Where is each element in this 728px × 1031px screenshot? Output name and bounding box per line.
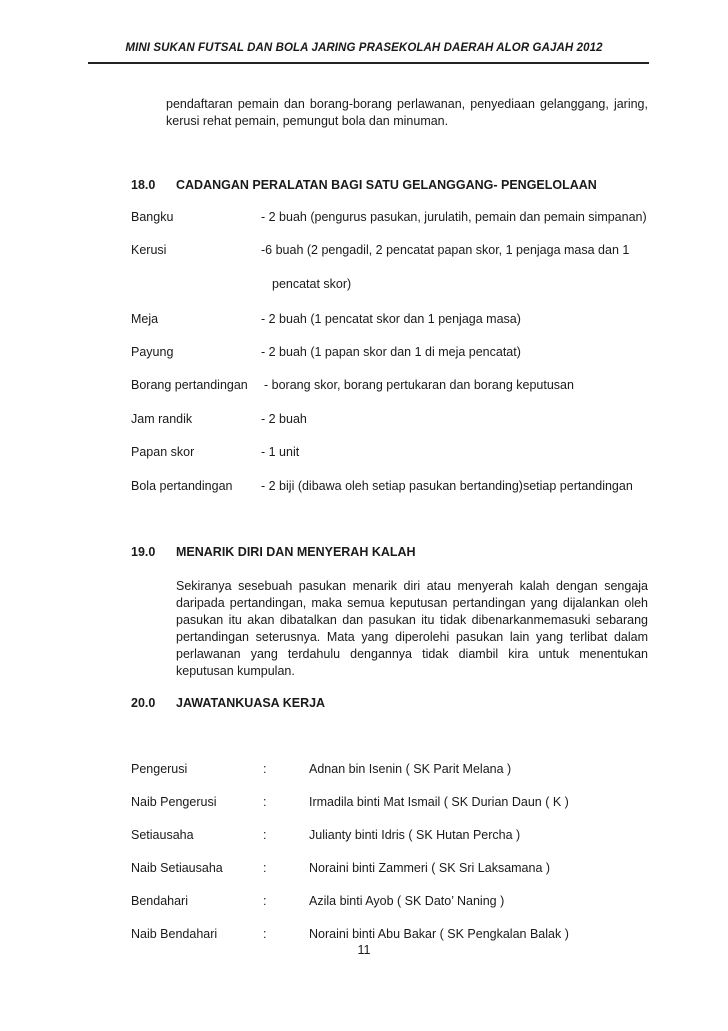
committee-name: Irmadila binti Mat Ismail ( SK Durian Daun ( K ): [309, 795, 569, 809]
equipment-label: Papan skor: [131, 445, 195, 459]
page-number: 11: [357, 943, 371, 957]
equipment-label: Jam randik: [131, 412, 193, 426]
equipment-label: Payung: [131, 345, 174, 359]
equipment-value-continuation: pencatat skor): [272, 277, 352, 291]
equipment-value: - 1 unit: [261, 445, 300, 459]
equipment-value: - 2 buah (pengurus pasukan, jurulatih, pemain dan pemain simpanan): [261, 210, 647, 224]
equipment-value: - 2 buah (1 papan skor dan 1 di meja pencatat): [261, 345, 521, 359]
committee-name: Adnan bin Isenin ( SK Parit Melana ): [309, 762, 512, 776]
committee-colon: :: [263, 927, 267, 941]
section-18-number: 18.0: [131, 178, 156, 192]
equipment-value: - borang skor, borang pertukaran dan borang keputusan: [264, 378, 574, 392]
committee-name: Julianty binti Idris ( SK Hutan Percha ): [309, 828, 521, 842]
equipment-label: Bola pertandingan: [131, 479, 233, 493]
committee-name: Noraini binti Abu Bakar ( SK Pengkalan Balak ): [309, 927, 569, 941]
equipment-value: - 2 buah: [261, 412, 307, 426]
section-19-number: 19.0: [131, 545, 156, 559]
section-19-paragraph: Sekiranya sesebuah pasukan menarik diri atau menyerah kalah dengan sengaja daripada pertandingan, maka semua keputusan pertandingan yang dijalankan oleh pasukan itu akan dibatalkan dan pasukan itu tidak dibenarkanmemasuki sebarang pertandingan seterusnya. Mata yang diperolehi pasukan lain yang terlibat dalam perlawanan yang terdahulu dengannya tidak diambil kira untuk menentukan keputusan kumpulan.: [176, 579, 648, 678]
committee-role: Naib Bendahari: [131, 927, 218, 941]
section-18-title: CADANGAN PERALATAN BAGI SATU GELANGGANG- PENGELOLAAN: [176, 178, 597, 192]
equipment-value: - 2 buah (1 pencatat skor dan 1 penjaga masa): [261, 312, 521, 326]
equipment-label: Meja: [131, 312, 159, 326]
equipment-label: Kerusi: [131, 243, 167, 257]
committee-role: Naib Pengerusi: [131, 795, 217, 809]
committee-colon: :: [263, 828, 267, 842]
committee-name: Azila binti Ayob ( SK Dato’ Naning ): [309, 894, 505, 908]
page-header-title: MINI SUKAN FUTSAL DAN BOLA JARING PRASEKOLAH DAERAH ALOR GAJAH 2012: [125, 42, 603, 54]
committee-role: Bendahari: [131, 894, 188, 908]
equipment-label: Borang pertandingan: [131, 378, 248, 392]
committee-colon: :: [263, 762, 267, 776]
section-20-number: 20.0: [131, 696, 156, 710]
section-20-title: JAWATANKUASA KERJA: [176, 696, 326, 710]
committee-colon: :: [263, 894, 267, 908]
equipment-value: -6 buah (2 pengadil, 2 pencatat papan skor, 1 penjaga masa dan 1: [261, 243, 630, 257]
section-19-title: MENARIK DIRI DAN MENYERAH KALAH: [176, 545, 416, 559]
equipment-value: - 2 biji (dibawa oleh setiap pasukan bertanding)setiap pertandingan: [261, 479, 633, 493]
committee-role: Naib Setiausaha: [131, 861, 223, 875]
committee-name: Noraini binti Zammeri ( SK Sri Laksamana ): [309, 861, 551, 875]
header-rule-top: [88, 62, 649, 64]
committee-role: Pengerusi: [131, 762, 188, 776]
equipment-label: Bangku: [131, 210, 174, 224]
committee-colon: :: [263, 795, 267, 809]
committee-role: Setiausaha: [131, 828, 194, 842]
committee-colon: :: [263, 861, 267, 875]
intro-paragraph: pendaftaran pemain dan borang-borang perlawanan, penyediaan gelanggang, jaring, kerusi rehat pemain, pemungut bola dan minuman.: [166, 97, 648, 128]
